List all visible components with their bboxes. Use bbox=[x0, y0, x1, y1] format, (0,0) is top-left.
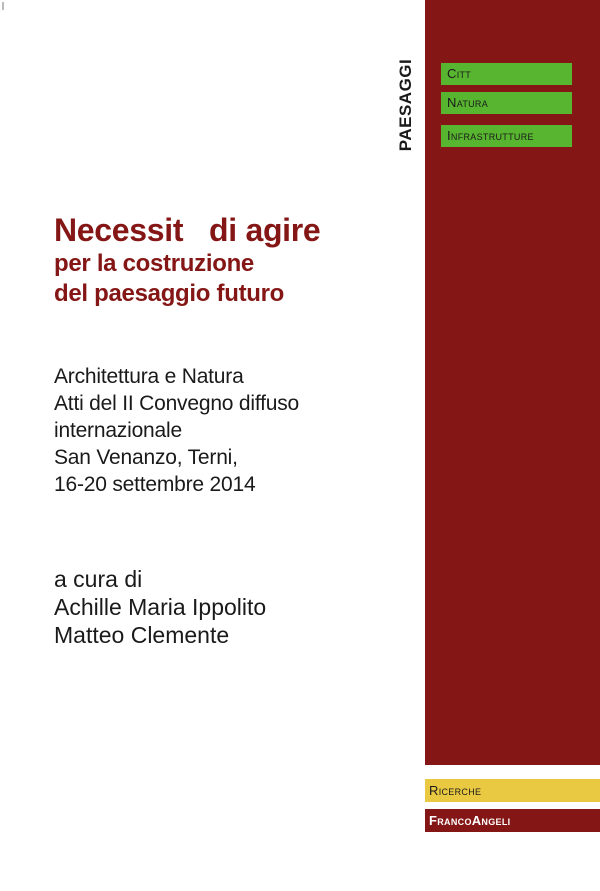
subtitle-line: San Venanzo, Terni, bbox=[54, 446, 238, 469]
series-tag-infrastrutture: Infrastrutture bbox=[441, 125, 572, 147]
series-tag-natura: Natura bbox=[441, 92, 572, 114]
subtitle-line: Atti del II Convegno diffuso bbox=[54, 392, 300, 415]
collection-bar: Ricerche bbox=[425, 779, 600, 802]
subtitle-line: Architettura e Natura bbox=[54, 365, 244, 388]
publisher-logo: FrancoAngeli bbox=[425, 809, 600, 832]
subtitle-line: 16-20 settembre 2014 bbox=[54, 473, 256, 496]
book-title bbox=[54, 211, 414, 309]
series-tag-citta: Citt bbox=[441, 63, 572, 85]
editors-label: a cura di bbox=[54, 566, 143, 592]
editor-name: Achille Maria Ippolito bbox=[54, 594, 267, 620]
series-label bbox=[392, 60, 420, 150]
editors-block bbox=[54, 565, 414, 649]
book-subtitle bbox=[54, 363, 414, 498]
title-line-3: del paesaggio futuro bbox=[54, 280, 285, 307]
red-side-panel bbox=[425, 0, 600, 765]
title-line-1: Necessit di agire bbox=[54, 212, 321, 248]
subtitle-line: internazionale bbox=[54, 419, 182, 442]
title-line-2: per la costruzione bbox=[54, 250, 254, 277]
editor-name: Matteo Clemente bbox=[54, 622, 230, 648]
crop-mark bbox=[2, 2, 4, 10]
series-name: PAESAGGI bbox=[396, 58, 416, 152]
